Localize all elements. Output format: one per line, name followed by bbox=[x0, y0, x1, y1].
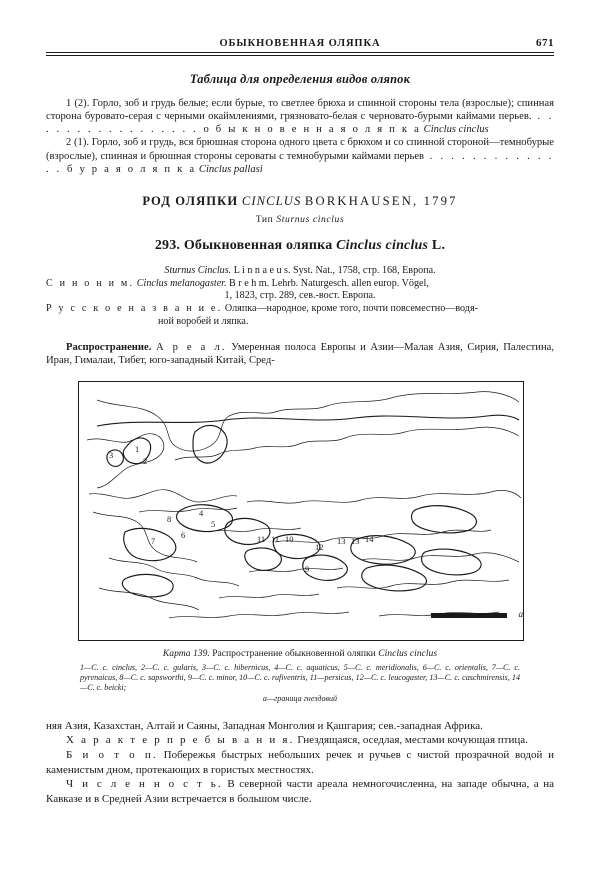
page-number: 671 bbox=[536, 37, 554, 49]
synonymy-line-2: С и н о н и м. Cinclus melanogaster. B r e h m. Lehrb. Naturgesch. allen europ. Vögel, bbox=[46, 277, 429, 289]
genus-label-ru: РОД ОЛЯПКИ bbox=[142, 193, 239, 208]
key-item-1-latin: Cinclus cinclus bbox=[423, 124, 489, 136]
svg-text:12: 12 bbox=[315, 542, 324, 552]
synonymy-block bbox=[46, 265, 554, 329]
type-species: Sturnus cinclus bbox=[276, 213, 345, 225]
distribution-block bbox=[46, 341, 554, 367]
key-item-1: 1 (2). Горло, зоб и грудь белые; если бурые, то светлее брюха и спинной стороны тела (взрослые); спинная сторона буровато-серая с черными окаймлениями, грязновато-белая с черновато-бурыми каймами перьев. . . . . . . . . . . . . . . . . . о б ы к н о в е н н а я о л я п к а Cinclus cinclus bbox=[46, 98, 554, 136]
genus-author: BORKHAUSEN, 1797 bbox=[304, 193, 458, 208]
svg-text:4: 4 bbox=[199, 508, 204, 518]
svg-text:7: 7 bbox=[151, 536, 156, 546]
synonymy-line-3-cont: ной воробей и ляпка. bbox=[158, 315, 249, 327]
genus-type-line bbox=[46, 214, 554, 225]
map-scale-bar bbox=[431, 608, 523, 619]
svg-text:9: 9 bbox=[305, 564, 310, 574]
abundance-label: Ч и с л е н н о с т ь. bbox=[66, 778, 223, 791]
behaviour-label: Х а р а к т е р п р е б ы в а н и я. bbox=[66, 734, 295, 747]
key-item-2: 2 (1). Горло, зоб и грудь, вся брюшная сторона одного цвета с брюхом и со спинной стороной—темнобурые (взрослые), спинная и брюшная стороны сероваты с темнобурыми каймами перьев . . . . . . . . . . . . . . б у р а я о л я п к а Cinclus pallasi bbox=[46, 137, 554, 175]
distribution-map bbox=[79, 382, 523, 640]
svg-text:2: 2 bbox=[143, 456, 148, 466]
distribution-paragraph bbox=[46, 341, 554, 367]
key-item-2-latin: Cinclus pallasi bbox=[198, 163, 263, 175]
species-name-author: L. bbox=[431, 237, 446, 253]
map-frame bbox=[78, 381, 524, 641]
map-caption-number: Карта 139. bbox=[162, 647, 210, 659]
map-legend bbox=[78, 663, 522, 704]
svg-text:14: 14 bbox=[365, 534, 374, 544]
svg-text:11: 11 bbox=[257, 534, 266, 544]
key-item-2-name: б у р а я о л я п к а bbox=[67, 163, 197, 175]
svg-text:13: 13 bbox=[351, 536, 360, 546]
svg-text:5: 5 bbox=[211, 519, 216, 529]
leader-dots-1: . . . . . . . . . . . . . . . . . bbox=[46, 111, 554, 136]
synonymy-line-3: Р у с с к о е н а з в а н и е. Оляпка—народное, кроме того, почти повсеместно—водя- bbox=[46, 303, 478, 315]
map-caption-text: Распространение обыкновенной оляпки bbox=[212, 647, 376, 659]
genus-heading bbox=[46, 194, 554, 209]
synonymy-line-1: Sturnus Cinclus. L i n n a e u s. Syst. Nat., 1758, стр. 168, Европа. bbox=[164, 264, 436, 276]
svg-text:13: 13 bbox=[337, 536, 346, 546]
species-number: 293. bbox=[154, 237, 181, 253]
tail-paragraph-1: няя Азия, Казахстан, Алтай и Саяны, Западная Монголия и Қашгария; сев.-западная Африка. bbox=[46, 719, 483, 732]
species-name-latin: Cinclus cinclus bbox=[336, 237, 429, 253]
synonymy-line-2-cont: 1, 1823, стр. 289, сев.-вост. Европа. bbox=[224, 290, 376, 302]
tail-paragraph-3: Б и о т о п. Побережья быстрых небольших речек и ручьев с чистой прозрачной водой и каменистым дном, протекающих в гористых местностях. bbox=[46, 748, 554, 776]
tail-paragraph-4: Ч и с л е н н о с т ь. В северной части ареала немногочисленна, на западе обычна, а на Кавказе и в Средней Азии встречается в большом числе. bbox=[46, 778, 554, 805]
scale-bar-label: a bbox=[518, 608, 523, 619]
page-header bbox=[46, 38, 554, 49]
species-heading bbox=[46, 238, 554, 254]
body-tail bbox=[46, 719, 554, 807]
biotope-label: Б и о т о п. bbox=[66, 748, 158, 761]
tail-paragraph-2: Х а р а к т е р п р е б ы в а н и я. Гнездящаяся, оседлая, местами кочующая птица. bbox=[66, 734, 528, 747]
svg-text:1: 1 bbox=[135, 444, 140, 454]
type-prefix: Тип bbox=[255, 213, 274, 225]
running-title: ОБЫКНОВЕННАЯ ОЛЯПКА bbox=[219, 38, 381, 49]
map-caption bbox=[78, 648, 522, 659]
map-region-numbers bbox=[109, 445, 374, 574]
distribution-label: Распространение. bbox=[66, 341, 152, 353]
svg-text:8: 8 bbox=[167, 514, 172, 524]
map-legend-text: 1—C. c. cinclus, 2—C. c. gularis, 3—C. c. hibernicus, 4—C. c. aquaticus, 5—C. c. meridionalis, 6—C. c. orientalis, 7—C. c. pyrenaicus, 8—C. c. sapsworthi, 9—C. c. minor, 10—C. c. rufiventris, 11—persicus, 12—C. c. leucogaster, 13—C. c. caschmirensis, 14—C. c. beicki; bbox=[80, 662, 520, 693]
genus-label-latin: CINCLUS bbox=[241, 193, 302, 208]
svg-text:3: 3 bbox=[109, 450, 114, 460]
svg-text:11: 11 bbox=[271, 534, 280, 544]
leader-dots-2: . . . . . . . . . . . . . . bbox=[46, 150, 554, 175]
header-rule bbox=[46, 52, 554, 56]
svg-text:6: 6 bbox=[181, 530, 186, 540]
map-caption-latin: Cinclus cinclus bbox=[378, 647, 438, 659]
distribution-text: Умеренная полоса Европы и Азии—Малая Азия, Сирия, Палестина, Иран, Гималаи, Тибет, юго-западный Китай, Сред- bbox=[46, 341, 554, 366]
species-name-ru: Обыкновенная оляпка bbox=[183, 237, 333, 253]
map-figure bbox=[78, 381, 522, 704]
map-legend-last: a—граница гнездовий bbox=[262, 693, 338, 703]
key-item-1-name: о б ы к н о в е н н а я о л я п к а bbox=[203, 124, 421, 136]
svg-text:10: 10 bbox=[285, 534, 294, 544]
key-table-title: Таблица для определения видов оляпок bbox=[189, 72, 411, 87]
areal-label: А р е а л. bbox=[155, 341, 227, 353]
scale-bar-line bbox=[431, 613, 507, 618]
